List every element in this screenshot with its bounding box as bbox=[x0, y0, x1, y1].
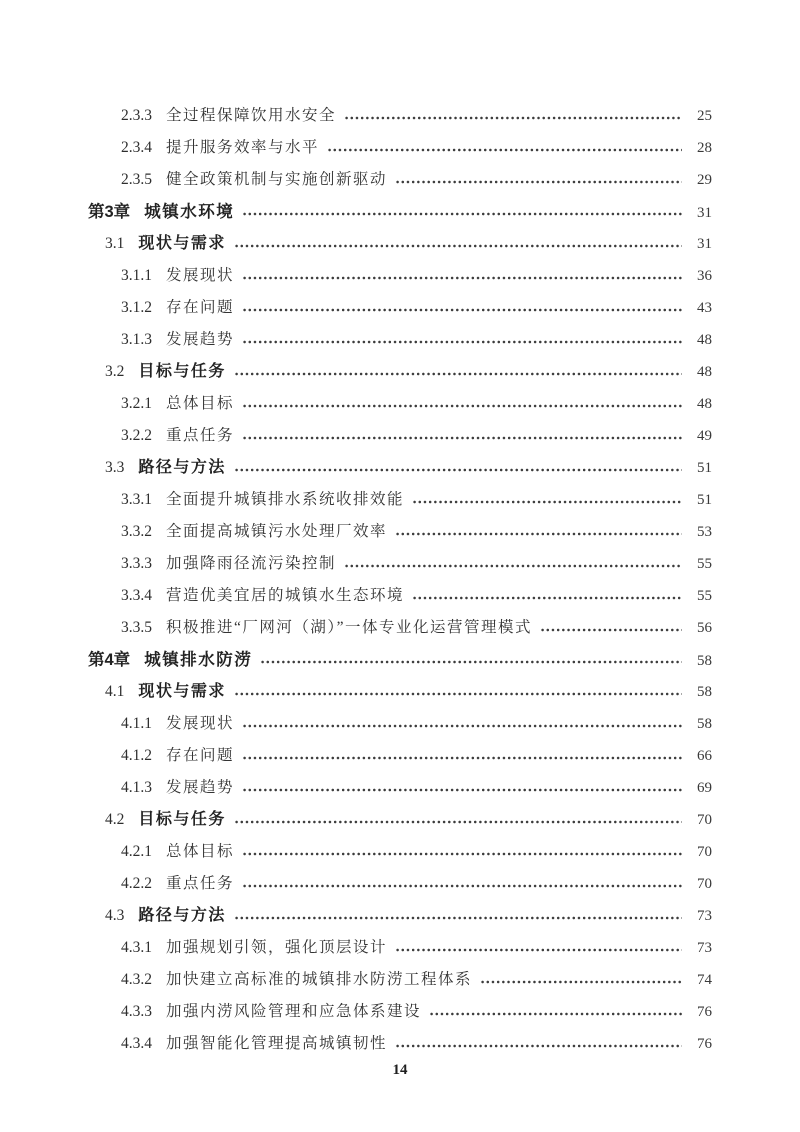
toc-entry[interactable] bbox=[88, 964, 712, 996]
toc-entry-title: 全面提升城镇排水系统收排效能 bbox=[166, 491, 405, 508]
toc-entry[interactable] bbox=[88, 804, 712, 836]
toc-entry-number: 3.1.1 bbox=[121, 267, 152, 284]
toc-entry-title: 营造优美宜居的城镇水生态环境 bbox=[166, 587, 405, 604]
toc-entry-title: 现状与需求 bbox=[138, 235, 226, 252]
toc-entry-number: 4.2.1 bbox=[121, 843, 152, 860]
toc-entry-page: 48 bbox=[697, 332, 712, 348]
toc-entry-page: 70 bbox=[697, 812, 712, 828]
toc-entry-title: 重点任务 bbox=[166, 427, 235, 444]
toc-entry-page: 76 bbox=[697, 1036, 712, 1052]
dot-leader bbox=[234, 368, 682, 380]
dot-leader bbox=[242, 336, 682, 348]
toc-entry-page: 58 bbox=[697, 716, 712, 732]
toc-entry-number: 3.2.2 bbox=[121, 427, 152, 444]
toc-entry-number: 3.1.2 bbox=[121, 299, 152, 316]
toc-entry-title: 加强规划引领，强化顶层设计 bbox=[166, 939, 388, 956]
toc-entry[interactable] bbox=[88, 548, 712, 580]
toc-entry-page: 49 bbox=[697, 428, 712, 444]
toc-entry[interactable] bbox=[88, 612, 712, 644]
toc-entry-title: 加快建立高标准的城镇排水防涝工程体系 bbox=[166, 971, 473, 988]
dot-leader bbox=[260, 656, 682, 668]
toc-entry-page: 31 bbox=[697, 236, 712, 252]
toc-entry-title: 目标与任务 bbox=[138, 363, 226, 380]
toc-entry-number: 2.3.3 bbox=[121, 107, 152, 124]
dot-leader bbox=[412, 592, 682, 604]
toc-entry-number: 4.1.3 bbox=[121, 779, 152, 796]
toc-entry[interactable] bbox=[88, 740, 712, 772]
dot-leader bbox=[395, 1040, 682, 1052]
toc-entry-page: 25 bbox=[697, 108, 712, 124]
toc-entry-page: 55 bbox=[697, 588, 712, 604]
toc-entry-number: 3.1 bbox=[105, 235, 125, 252]
toc-entry-number: 4.3.2 bbox=[121, 971, 152, 988]
toc-entry-page: 31 bbox=[697, 205, 712, 221]
toc-entry[interactable] bbox=[88, 836, 712, 868]
toc-entry-title: 存在问题 bbox=[166, 747, 235, 764]
dot-leader bbox=[234, 816, 682, 828]
toc-entry-number: 3.3.2 bbox=[121, 523, 152, 540]
toc-entry-number: 3.3.5 bbox=[121, 619, 152, 636]
toc-entry[interactable] bbox=[88, 228, 712, 260]
toc-entry-title: 加强内涝风险管理和应急体系建设 bbox=[166, 1003, 422, 1020]
dot-leader bbox=[242, 272, 682, 284]
toc-entry-page: 48 bbox=[697, 364, 712, 380]
toc-entry[interactable] bbox=[88, 932, 712, 964]
toc-entry-number: 3.2 bbox=[105, 363, 125, 380]
toc-entry[interactable] bbox=[88, 484, 712, 516]
dot-leader bbox=[234, 688, 682, 700]
toc-entry[interactable] bbox=[88, 356, 712, 388]
toc-entry[interactable] bbox=[88, 388, 712, 420]
toc-entry-page: 43 bbox=[697, 300, 712, 316]
dot-leader bbox=[242, 432, 682, 444]
toc-entry-title: 路径与方法 bbox=[138, 907, 226, 924]
toc-entry-title: 发展现状 bbox=[166, 715, 235, 732]
toc-entry[interactable] bbox=[88, 100, 712, 132]
toc-entry[interactable] bbox=[88, 868, 712, 900]
dot-leader bbox=[395, 176, 682, 188]
toc-entry-page: 51 bbox=[697, 492, 712, 508]
toc-entry-number: 3.3 bbox=[105, 459, 125, 476]
dot-leader bbox=[327, 144, 682, 156]
toc-entry-page: 56 bbox=[697, 620, 712, 636]
toc-entry[interactable] bbox=[88, 580, 712, 612]
toc-entry-number: 2.3.4 bbox=[121, 139, 152, 156]
toc-entry-page: 70 bbox=[697, 876, 712, 892]
toc-entry-number: 4.3 bbox=[105, 907, 125, 924]
dot-leader bbox=[234, 912, 682, 924]
toc-entry[interactable] bbox=[88, 292, 712, 324]
toc-entry-number: 4.1.2 bbox=[121, 747, 152, 764]
toc-entry[interactable] bbox=[88, 644, 712, 676]
toc-entry-number: 3.2.1 bbox=[121, 395, 152, 412]
toc-entry[interactable] bbox=[88, 900, 712, 932]
toc-entry-page: 66 bbox=[697, 748, 712, 764]
toc-entry-title: 城镇排水防涝 bbox=[144, 651, 253, 669]
toc-entry-page: 48 bbox=[697, 396, 712, 412]
toc-entry-page: 58 bbox=[697, 684, 712, 700]
toc-entry-page: 36 bbox=[697, 268, 712, 284]
toc-entry-title: 加强智能化管理提高城镇韧性 bbox=[166, 1035, 388, 1052]
dot-leader bbox=[344, 560, 682, 572]
toc-entry-number: 3.1.3 bbox=[121, 331, 152, 348]
toc-entry[interactable] bbox=[88, 324, 712, 356]
dot-leader bbox=[242, 304, 682, 316]
toc-entry-page: 51 bbox=[697, 460, 712, 476]
toc-entry-page: 28 bbox=[697, 140, 712, 156]
toc-entry[interactable] bbox=[88, 132, 712, 164]
table-of-contents bbox=[88, 0, 712, 1060]
toc-entry-number: 3.3.3 bbox=[121, 555, 152, 572]
toc-entry-title: 全过程保障饮用水安全 bbox=[166, 107, 337, 124]
toc-entry-title: 总体目标 bbox=[166, 395, 235, 412]
toc-entry-title: 发展趋势 bbox=[166, 331, 235, 348]
toc-entry-number: 4.1.1 bbox=[121, 715, 152, 732]
toc-entry-number: 4.1 bbox=[105, 683, 125, 700]
toc-entry-title: 现状与需求 bbox=[138, 683, 226, 700]
toc-entry[interactable] bbox=[88, 196, 712, 228]
toc-entry[interactable] bbox=[88, 772, 712, 804]
dot-leader bbox=[234, 464, 682, 476]
toc-entry-number: 第3章 bbox=[88, 203, 131, 221]
dot-leader bbox=[395, 528, 682, 540]
dot-leader bbox=[242, 784, 682, 796]
toc-entry-number: 3.3.1 bbox=[121, 491, 152, 508]
toc-entry-number: 4.2.2 bbox=[121, 875, 152, 892]
toc-entry[interactable] bbox=[88, 420, 712, 452]
dot-leader bbox=[395, 944, 682, 956]
toc-entry-page: 70 bbox=[697, 844, 712, 860]
dot-leader bbox=[412, 496, 682, 508]
toc-entry[interactable] bbox=[88, 676, 712, 708]
toc-entry[interactable] bbox=[88, 260, 712, 292]
toc-entry-title: 路径与方法 bbox=[138, 459, 226, 476]
toc-entry-title: 发展趋势 bbox=[166, 779, 235, 796]
toc-entry-number: 3.3.4 bbox=[121, 587, 152, 604]
toc-entry-title: 发展现状 bbox=[166, 267, 235, 284]
toc-entry-page: 69 bbox=[697, 780, 712, 796]
dot-leader bbox=[480, 976, 682, 988]
toc-entry-title: 目标与任务 bbox=[138, 811, 226, 828]
toc-entry-title: 健全政策机制与实施创新驱动 bbox=[166, 171, 388, 188]
dot-leader bbox=[540, 624, 682, 636]
toc-entry-page: 58 bbox=[697, 653, 712, 669]
toc-entry[interactable] bbox=[88, 1028, 712, 1060]
toc-entry-page: 53 bbox=[697, 524, 712, 540]
page-footer bbox=[0, 1060, 800, 1080]
dot-leader bbox=[344, 112, 682, 124]
page-number: 14 bbox=[392, 1062, 408, 1078]
toc-entry[interactable] bbox=[88, 452, 712, 484]
toc-entry[interactable] bbox=[88, 708, 712, 740]
toc-entry-number: 第4章 bbox=[88, 651, 131, 669]
dot-leader bbox=[242, 400, 682, 412]
toc-entry-number: 4.3.3 bbox=[121, 1003, 152, 1020]
toc-entry-title: 积极推进“厂网河（湖）”一体专业化运营管理模式 bbox=[166, 619, 533, 636]
toc-entry-title: 全面提高城镇污水处理厂效率 bbox=[166, 523, 388, 540]
toc-entry-page: 76 bbox=[697, 1004, 712, 1020]
toc-entry-title: 总体目标 bbox=[166, 843, 235, 860]
toc-entry-number: 4.3.4 bbox=[121, 1035, 152, 1052]
toc-entry[interactable] bbox=[88, 516, 712, 548]
toc-entry-title: 提升服务效率与水平 bbox=[166, 139, 320, 156]
toc-entry[interactable] bbox=[88, 996, 712, 1028]
dot-leader bbox=[429, 1008, 682, 1020]
toc-entry-number: 4.2 bbox=[105, 811, 125, 828]
toc-entry-number: 4.3.1 bbox=[121, 939, 152, 956]
toc-entry-page: 29 bbox=[697, 172, 712, 188]
toc-entry-number: 2.3.5 bbox=[121, 171, 152, 188]
dot-leader bbox=[242, 848, 682, 860]
toc-entry-page: 55 bbox=[697, 556, 712, 572]
dot-leader bbox=[242, 720, 682, 732]
dot-leader bbox=[242, 208, 682, 220]
dot-leader bbox=[242, 752, 682, 764]
dot-leader bbox=[242, 880, 682, 892]
toc-entry-page: 74 bbox=[697, 972, 712, 988]
toc-entry[interactable] bbox=[88, 164, 712, 196]
toc-entry-page: 73 bbox=[697, 940, 712, 956]
toc-entry-title: 加强降雨径流污染控制 bbox=[166, 555, 337, 572]
toc-entry-title: 重点任务 bbox=[166, 875, 235, 892]
toc-entry-page: 73 bbox=[697, 908, 712, 924]
toc-entry-title: 存在问题 bbox=[166, 299, 235, 316]
toc-entry-title: 城镇水环境 bbox=[144, 203, 235, 221]
dot-leader bbox=[234, 240, 682, 252]
